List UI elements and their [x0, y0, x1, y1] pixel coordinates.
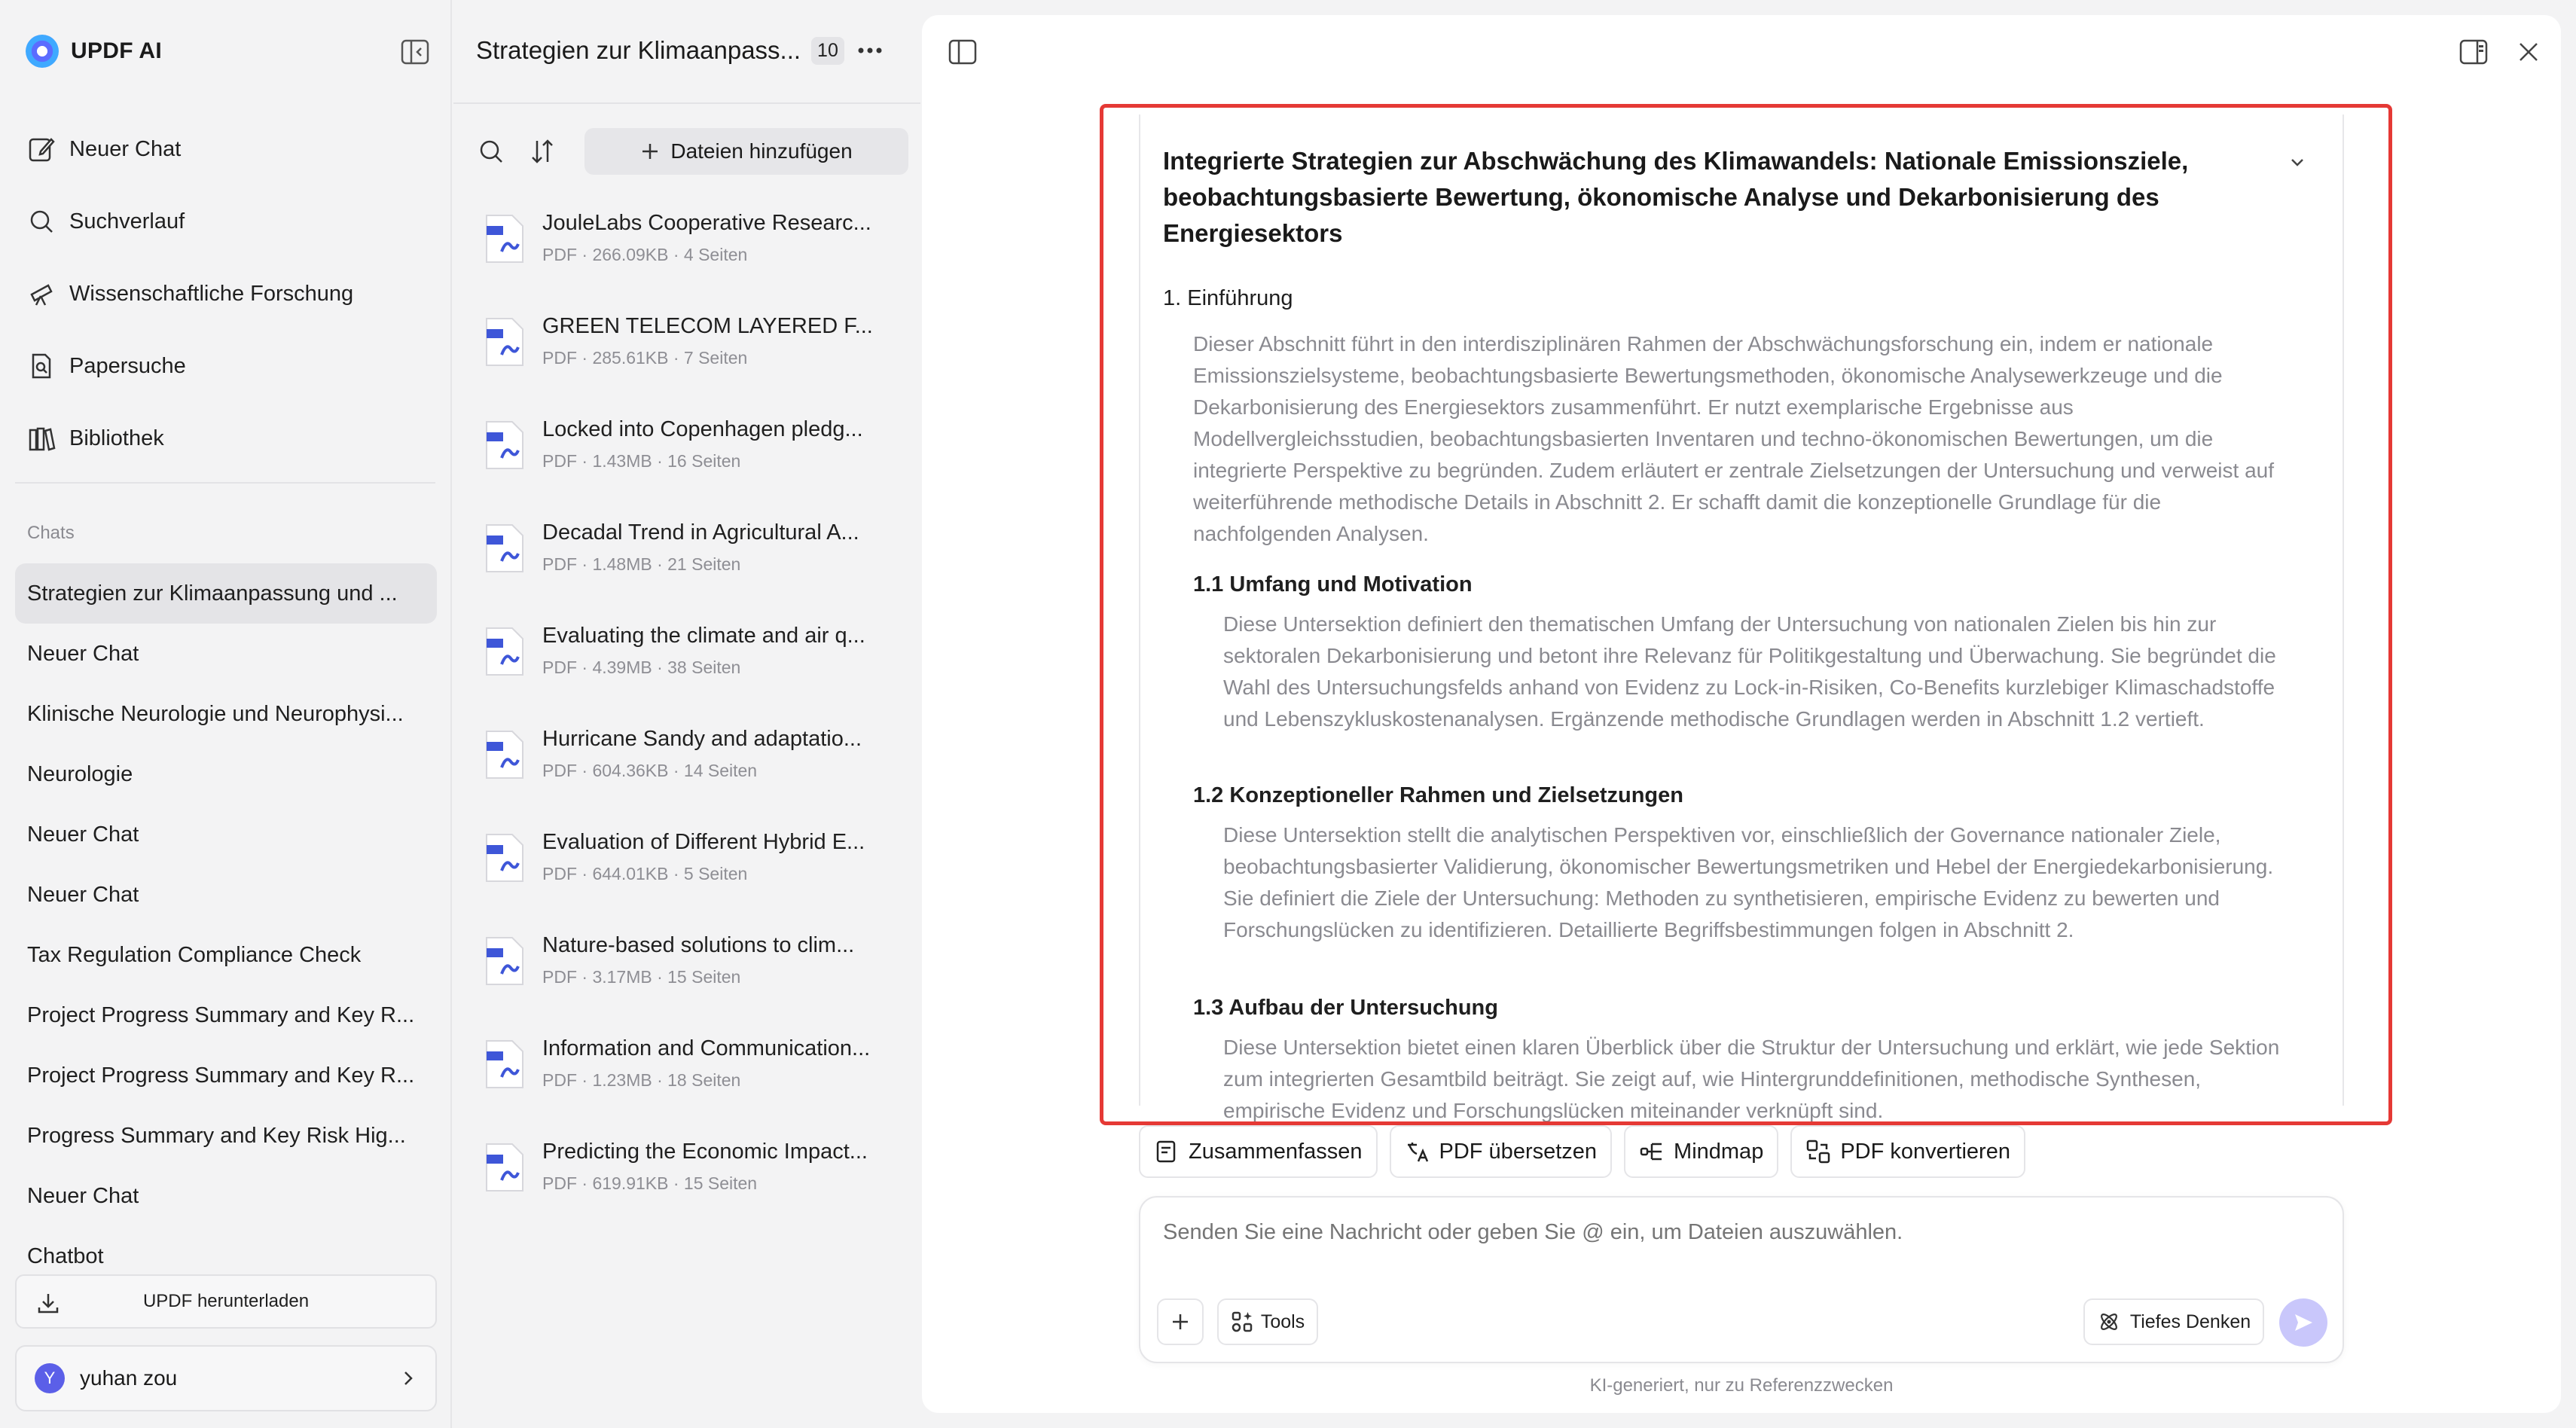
more-options-icon[interactable] [855, 43, 885, 58]
summarize-button[interactable] [1139, 1125, 1378, 1178]
file-name: Decadal Trend in Agricultural A... [542, 520, 859, 545]
file-toolbar [476, 128, 908, 175]
file-name: Nature-based solutions to clim... [542, 933, 855, 957]
file-name: Hurricane Sandy and adaptatio... [542, 727, 862, 751]
highlight-frame [1100, 104, 2392, 1125]
attach-button[interactable] [1157, 1298, 1204, 1345]
tools-button[interactable] [1217, 1298, 1318, 1345]
summarize-icon [1154, 1139, 1180, 1164]
file-meta: PDF · 285.61KB · 7 Seiten [542, 348, 748, 368]
action-label: PDF übersetzen [1439, 1139, 1598, 1164]
message-input[interactable] [1163, 1220, 2293, 1245]
chevron-right-icon [399, 1369, 417, 1387]
nav-paper-search[interactable] [27, 330, 353, 402]
pdf-file-icon [484, 936, 526, 986]
file-name: Evaluation of Different Hybrid E... [542, 830, 865, 854]
file-meta: PDF · 266.09KB · 4 Seiten [542, 245, 748, 264]
file-meta: PDF · 619.91KB · 15 Seiten [542, 1173, 758, 1193]
avatar: Y [35, 1363, 65, 1393]
translate-icon [1405, 1139, 1430, 1164]
quick-actions [1139, 1125, 2025, 1178]
file-name: JouleLabs Cooperative Researc... [542, 211, 871, 235]
subsection-paragraph: Diese Untersektion definiert den thematischen Umfang der Untersuchung von nationalen Zielen bis hin zur sektoralen Dekarbonisierung und betont ihre Relevanz für Politikgestaltung und Überwachung. Sie begründet die Wahl des Untersuchungsfelds anhand von Evidenz zu Lock-in-Risiken, Co-Benefits kurzlebiger Klimaschadstoffe und Lebenszykluskostenanalysen. Ergänzende methodische Grundlagen werden in Abschnitt 1.2 vertieft. [1223, 612, 2276, 731]
file-meta: PDF · 3.17MB · 15 Seiten [542, 967, 741, 987]
close-icon[interactable] [2516, 39, 2541, 65]
search-icon[interactable] [476, 136, 506, 166]
file-meta: PDF · 604.36KB · 14 Seiten [542, 761, 758, 780]
sort-icon[interactable] [527, 136, 557, 166]
add-files-label: Dateien hinzufügen [670, 139, 853, 163]
pdf-file-icon [484, 1039, 526, 1089]
chat-item[interactable]: Project Progress Summary and Key R... [27, 1063, 415, 1088]
nav-label: Suchverlauf [69, 209, 185, 233]
subsection-paragraph: Diese Untersektion bietet einen klaren Überblick über die Struktur der Untersuchung und erklärt, wie jede Sektion zum integrierten Gesamtbild beiträgt. Sie zeigt auf, wie Hintergrunddefinitionen, methodische Synthesen, empirische Evidenz und Forschungslücken miteinander verknüpft sind. [1223, 1036, 2280, 1122]
file-name: Information and Communication... [542, 1036, 871, 1060]
file-item[interactable] [484, 407, 905, 510]
translate-pdf-button[interactable] [1390, 1125, 1613, 1178]
file-meta: PDF · 1.23MB · 18 Seiten [542, 1070, 741, 1090]
file-item[interactable] [484, 923, 905, 1026]
file-item[interactable] [484, 1026, 905, 1129]
sidebar-collapse-icon[interactable] [401, 39, 429, 65]
chat-item[interactable]: Neuer Chat [27, 642, 139, 666]
brand [26, 35, 162, 68]
action-label: Zusammenfassen [1189, 1139, 1363, 1164]
file-item[interactable] [484, 819, 905, 923]
send-button[interactable] [2279, 1298, 2327, 1347]
chat-item[interactable]: Klinische Neurologie und Neurophysi... [27, 702, 404, 726]
nav-label: Wissenschaftliche Forschung [69, 281, 354, 306]
download-icon [35, 1289, 62, 1317]
subsection-paragraph: Diese Untersektion stellt die analytischen Perspektiven vor, einschließlich der Governance nationaler Ziele, beobachtungsbasierter Validierung, ökonomischer Bewertungsmetriken und Hebel der Energiedekarbonisierung. Sie definiert die Ziele der Untersuchung: Methoden zu synthetisieren, empirische Evidenz zu bewerten und Forschungslücken zu identifizieren. Detaillierte Begriffsbestimmungen folgen in Abschnitt 2. [1223, 823, 2274, 941]
search-icon [27, 207, 56, 236]
chat-item[interactable]: Progress Summary and Key Risk Hig... [27, 1124, 406, 1148]
chat-item[interactable]: Neuer Chat [27, 883, 139, 907]
file-meta: PDF · 1.48MB · 21 Seiten [542, 554, 741, 574]
telescope-icon [27, 279, 56, 308]
file-meta: PDF · 1.43MB · 16 Seiten [542, 451, 741, 471]
subsection-heading: 1.1 Umfang und Motivation [1193, 572, 1473, 597]
file-list [484, 200, 905, 1232]
sidebar [0, 0, 452, 1428]
user-name: yuhan zou [80, 1366, 178, 1390]
divider [453, 102, 920, 104]
chats-heading: Chats [27, 523, 75, 543]
outline-title: Integrierte Strategien zur Abschwächung des Klimawandels: Nationale Emissionsziele, beobachtungsbasierte Bewertung, ökonomische Analyse und Dekarbonisierung des Energiesektors [1163, 147, 2189, 247]
pdf-file-icon [484, 730, 526, 780]
nav-label: Bibliothek [69, 426, 164, 450]
deep-thinking-button[interactable] [2083, 1298, 2264, 1345]
file-item[interactable] [484, 1129, 905, 1232]
file-name: GREEN TELECOM LAYERED F... [542, 314, 873, 338]
convert-pdf-button[interactable] [1790, 1125, 2025, 1178]
subsection-heading: 1.3 Aufbau der Untersuchung [1193, 996, 1498, 1020]
chat-list [15, 563, 437, 1268]
mindmap-icon [1639, 1139, 1665, 1164]
convert-icon [1805, 1139, 1831, 1164]
main-nav [27, 113, 353, 474]
split-panel-icon[interactable] [2458, 38, 2489, 66]
nav-new-chat[interactable] [27, 113, 353, 185]
mindmap-button[interactable] [1624, 1125, 1778, 1178]
plus-icon [640, 142, 660, 161]
file-item[interactable] [484, 510, 905, 613]
toggle-sidebar-icon[interactable] [948, 38, 978, 66]
chat-item[interactable]: Neuer Chat [27, 822, 139, 847]
action-label: Mindmap [1674, 1139, 1764, 1164]
tools-label: Tools [1260, 1311, 1305, 1332]
file-item[interactable] [484, 613, 905, 716]
user-profile-button[interactable] [15, 1345, 437, 1411]
edit-icon [27, 135, 56, 163]
add-files-button[interactable] [584, 128, 908, 175]
file-panel-header [476, 36, 905, 65]
pdf-file-icon [484, 317, 526, 367]
file-item[interactable] [484, 200, 905, 304]
chat-main-panel [922, 15, 2561, 1413]
plus-icon [1170, 1312, 1190, 1332]
download-label: UPDF herunterladen [142, 1291, 310, 1311]
atom-icon [2097, 1310, 2121, 1334]
chat-item[interactable]: Chatbot [27, 1244, 104, 1268]
deep-thinking-label: Tiefes Denken [2129, 1311, 2251, 1332]
pdf-file-icon [484, 833, 526, 883]
file-name: Predicting the Economic Impact... [542, 1140, 868, 1164]
brand-name: UPDF AI [71, 38, 162, 63]
pdf-file-icon [484, 1143, 526, 1192]
chat-item[interactable]: Neurologie [27, 762, 133, 786]
action-label: PDF konvertieren [1840, 1139, 2010, 1164]
file-name: Locked into Copenhagen pledg... [542, 417, 863, 441]
file-panel [453, 0, 920, 1428]
subsection-heading: 1.2 Konzeptioneller Rahmen und Zielsetzungen [1193, 783, 1683, 807]
nav-library[interactable] [27, 402, 353, 474]
pdf-file-icon [484, 420, 526, 470]
message-composer [1139, 1196, 2344, 1363]
nav-research[interactable] [27, 258, 353, 330]
section-heading: 1. Einführung [1163, 286, 1293, 310]
file-item[interactable] [484, 716, 905, 819]
download-updf-button[interactable] [15, 1274, 437, 1329]
file-item[interactable] [484, 304, 905, 407]
pdf-file-icon [484, 214, 526, 264]
chat-item[interactable]: Neuer Chat [27, 1184, 139, 1208]
file-panel-title: Strategien zur Klimaanpass... [476, 36, 801, 64]
nav-label: Neuer Chat [69, 136, 182, 161]
file-name: Evaluating the climate and air q... [542, 624, 865, 648]
chat-item[interactable]: Project Progress Summary and Key R... [27, 1003, 415, 1027]
file-count-badge: 10 [811, 37, 844, 65]
tools-grid-icon [1231, 1311, 1253, 1333]
divider [15, 482, 435, 484]
nav-search-history[interactable] [27, 185, 353, 258]
file-meta: PDF · 644.01KB · 5 Seiten [542, 864, 748, 883]
library-icon [27, 424, 56, 453]
nav-label: Papersuche [69, 353, 186, 378]
paper-search-icon [27, 352, 56, 380]
pdf-file-icon [484, 523, 526, 573]
chat-item[interactable]: Strategien zur Klimaanpassung und ... [15, 563, 437, 624]
send-icon [2292, 1311, 2315, 1334]
chat-item[interactable]: Tax Regulation Compliance Check [27, 943, 362, 967]
updf-logo-icon [26, 35, 59, 68]
file-meta: PDF · 4.39MB · 38 Seiten [542, 658, 741, 677]
section-paragraph: Dieser Abschnitt führt in den interdisziplinären Rahmen der Abschwächungsforschung ein, indem er nationale Emissionszielsysteme, beobachtungsbasierte Bewertungsmethoden, ökonomische Analysewerkzeuge und die Dekarbonisierung des Energiesektors zusammenführt. Er nutzt exemplarische Ergebnisse aus Modellvergleichsstudien, beobachtungsbasierten Inventaren und techno-ökonomischen Bewertungen, um die integrierte Perspektive zu begründen. Zudem erläutert er zentrale Zielsetzungen der Untersuchung und verweist auf weiterführende methodische Details in Abschnitt 2. Er schafft damit die konzeptionelle Grundlage für die nachfolgenden Analysen. [1193, 332, 2275, 545]
pdf-file-icon [484, 627, 526, 676]
ai-disclaimer: KI-generiert, nur zu Referenzzwecken [1589, 1375, 1894, 1396]
